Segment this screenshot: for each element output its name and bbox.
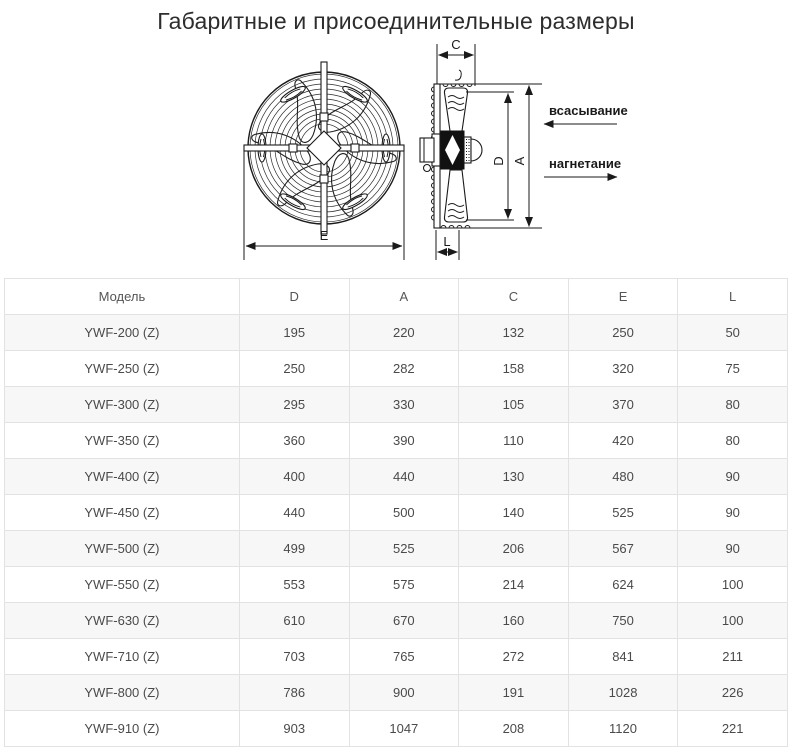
e-cell: 841 xyxy=(568,639,678,675)
a-cell: 1047 xyxy=(349,711,459,747)
d-cell: 295 xyxy=(239,387,349,423)
e-cell: 1120 xyxy=(568,711,678,747)
c-cell: 110 xyxy=(459,423,569,459)
model-cell: YWF-800 (Z) xyxy=(5,675,240,711)
header-d: D xyxy=(239,279,349,315)
l-cell: 211 xyxy=(678,639,788,675)
l-cell: 100 xyxy=(678,567,788,603)
table-row xyxy=(5,639,788,675)
dimension-c xyxy=(437,38,475,86)
dimension-c-label: C xyxy=(451,38,461,52)
model-cell: YWF-710 (Z) xyxy=(5,639,240,675)
d-cell: 195 xyxy=(239,315,349,351)
header-model: Модель xyxy=(5,279,240,315)
d-cell: 786 xyxy=(239,675,349,711)
c-cell: 191 xyxy=(459,675,569,711)
a-cell: 670 xyxy=(349,603,459,639)
model-cell: YWF-630 (Z) xyxy=(5,603,240,639)
header-c: C xyxy=(459,279,569,315)
table-row xyxy=(5,675,788,711)
d-cell: 903 xyxy=(239,711,349,747)
header-l: L xyxy=(678,279,788,315)
motor-hub xyxy=(464,137,471,163)
l-cell: 90 xyxy=(678,495,788,531)
a-cell: 765 xyxy=(349,639,459,675)
d-cell: 250 xyxy=(239,351,349,387)
l-cell: 80 xyxy=(678,423,788,459)
d-cell: 440 xyxy=(239,495,349,531)
e-cell: 250 xyxy=(568,315,678,351)
a-cell: 330 xyxy=(349,387,459,423)
d-cell: 703 xyxy=(239,639,349,675)
dimensions-figure xyxy=(0,38,792,276)
table-header-row xyxy=(5,279,788,315)
side-blade-bottom xyxy=(444,170,467,222)
table-row xyxy=(5,351,788,387)
l-cell: 50 xyxy=(678,315,788,351)
table-row xyxy=(5,567,788,603)
a-cell: 282 xyxy=(349,351,459,387)
table-row xyxy=(5,603,788,639)
model-cell: YWF-910 (Z) xyxy=(5,711,240,747)
a-cell: 525 xyxy=(349,531,459,567)
terminal-box xyxy=(420,138,434,162)
dimension-e-label: E xyxy=(319,228,329,243)
table-row xyxy=(5,423,788,459)
d-cell: 499 xyxy=(239,531,349,567)
header-e: E xyxy=(568,279,678,315)
e-cell: 320 xyxy=(568,351,678,387)
table-row xyxy=(5,531,788,567)
l-cell: 226 xyxy=(678,675,788,711)
d-cell: 360 xyxy=(239,423,349,459)
a-cell: 500 xyxy=(349,495,459,531)
dimension-l xyxy=(436,230,459,260)
drain-plug xyxy=(424,165,431,172)
table-row xyxy=(5,387,788,423)
suction-label: всасывание xyxy=(549,103,628,118)
page-title: Габаритные и присоединительные размеры xyxy=(157,8,635,34)
c-cell: 130 xyxy=(459,459,569,495)
c-cell: 272 xyxy=(459,639,569,675)
motor-cap xyxy=(471,139,482,161)
model-cell: YWF-450 (Z) xyxy=(5,495,240,531)
dimension-a-label: A xyxy=(512,156,527,166)
model-cell: YWF-250 (Z) xyxy=(5,351,240,387)
model-cell: YWF-300 (Z) xyxy=(5,387,240,423)
c-cell: 160 xyxy=(459,603,569,639)
a-cell: 440 xyxy=(349,459,459,495)
c-cell: 105 xyxy=(459,387,569,423)
c-cell: 208 xyxy=(459,711,569,747)
table-row xyxy=(5,711,788,747)
l-cell: 90 xyxy=(678,531,788,567)
fan-side-view xyxy=(420,38,542,260)
c-cell: 140 xyxy=(459,495,569,531)
l-cell: 80 xyxy=(678,387,788,423)
l-cell: 90 xyxy=(678,459,788,495)
l-cell: 100 xyxy=(678,603,788,639)
e-cell: 567 xyxy=(568,531,678,567)
d-cell: 400 xyxy=(239,459,349,495)
cable-hook xyxy=(455,70,461,80)
dimension-l-label: L xyxy=(443,234,451,249)
table-row xyxy=(5,495,788,531)
fan-front-view xyxy=(244,62,404,234)
dimensions-table xyxy=(4,278,788,747)
table-row xyxy=(5,315,788,351)
c-cell: 214 xyxy=(459,567,569,603)
model-cell: YWF-500 (Z) xyxy=(5,531,240,567)
e-cell: 1028 xyxy=(568,675,678,711)
e-cell: 420 xyxy=(568,423,678,459)
a-cell: 390 xyxy=(349,423,459,459)
model-cell: YWF-200 (Z) xyxy=(5,315,240,351)
c-cell: 206 xyxy=(459,531,569,567)
d-cell: 553 xyxy=(239,567,349,603)
fan-drawing xyxy=(0,38,792,276)
e-cell: 480 xyxy=(568,459,678,495)
a-cell: 220 xyxy=(349,315,459,351)
c-cell: 158 xyxy=(459,351,569,387)
dimension-a xyxy=(512,86,529,227)
l-cell: 221 xyxy=(678,711,788,747)
airflow-annotations xyxy=(544,103,628,177)
e-cell: 525 xyxy=(568,495,678,531)
d-cell: 610 xyxy=(239,603,349,639)
model-cell: YWF-550 (Z) xyxy=(5,567,240,603)
table-row xyxy=(5,459,788,495)
model-cell: YWF-350 (Z) xyxy=(5,423,240,459)
e-cell: 750 xyxy=(568,603,678,639)
e-cell: 370 xyxy=(568,387,678,423)
a-cell: 900 xyxy=(349,675,459,711)
a-cell: 575 xyxy=(349,567,459,603)
model-cell: YWF-400 (Z) xyxy=(5,459,240,495)
c-cell: 132 xyxy=(459,315,569,351)
l-cell: 75 xyxy=(678,351,788,387)
e-cell: 624 xyxy=(568,567,678,603)
discharge-label: нагнетание xyxy=(549,156,622,171)
dimension-d-label: D xyxy=(491,156,506,166)
header-a: A xyxy=(349,279,459,315)
